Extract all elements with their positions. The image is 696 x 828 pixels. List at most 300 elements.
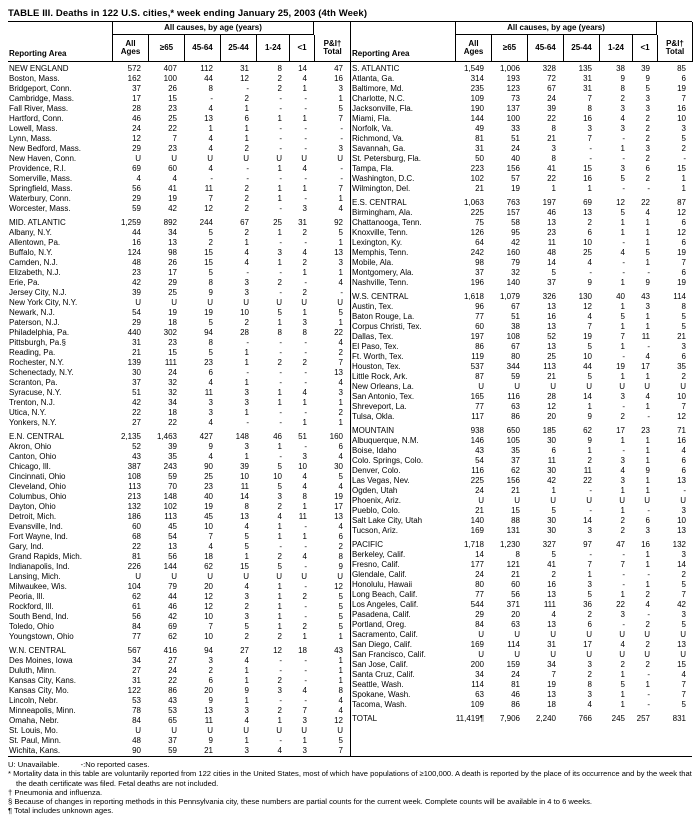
value-cell: 5: [681, 312, 686, 321]
value-cell: 114: [471, 680, 484, 689]
value-cell: -: [304, 278, 307, 287]
value-cell: 98: [168, 248, 177, 257]
value-cell: 67: [511, 302, 520, 311]
value-cell: 9: [587, 436, 592, 445]
value-cell: 31: [583, 84, 592, 93]
value-cell: 144: [163, 562, 177, 571]
city-row: [351, 144, 693, 154]
value-cell: 65: [168, 716, 177, 725]
city-row: [8, 174, 350, 184]
city-row: [8, 472, 350, 482]
city-row: [8, 592, 350, 602]
value-cell: 1: [587, 570, 592, 579]
value-cell: 2: [645, 154, 650, 163]
value-cell: 169: [470, 640, 484, 649]
value-cell: 12: [204, 592, 213, 601]
value-cell: 23: [204, 358, 213, 367]
value-cell: 2: [645, 640, 650, 649]
value-cell: 6: [681, 74, 686, 83]
value-cell: 1: [302, 532, 307, 541]
value-cell: U: [276, 726, 282, 735]
value-cell: 8: [338, 686, 343, 695]
value-cell: 100: [506, 114, 520, 123]
value-cell: 22: [547, 114, 556, 123]
reporting-area-cell: Scranton, Pa.: [9, 378, 58, 387]
city-row: [8, 512, 350, 522]
value-cell: -: [340, 288, 343, 297]
value-cell: 6: [587, 228, 592, 237]
value-cell: 1: [681, 174, 686, 183]
value-cell: -: [304, 582, 307, 591]
value-cell: 1: [645, 228, 650, 237]
reporting-area-cell: New Haven, Conn.: [9, 154, 77, 163]
value-cell: U: [514, 650, 520, 659]
value-cell: 77: [475, 590, 484, 599]
city-row: [8, 492, 350, 502]
value-cell: 193: [506, 74, 520, 83]
value-cell: 1: [244, 696, 249, 705]
value-cell: 13: [204, 114, 213, 123]
footnote-pilcrow: ¶ Total includes unknown ages.: [8, 806, 114, 816]
value-cell: 1: [338, 318, 343, 327]
value-cell: U: [337, 298, 343, 307]
column-header-1-24: 1-24: [256, 35, 289, 61]
table-right-half: [350, 22, 693, 756]
value-cell: 113: [164, 512, 177, 521]
city-row: [351, 174, 693, 184]
value-cell: 19: [583, 332, 592, 341]
value-cell: 109: [470, 700, 484, 709]
value-cell: 19: [677, 248, 686, 257]
value-cell: 5: [645, 84, 650, 93]
value-cell: 1: [244, 676, 249, 685]
value-cell: 14: [547, 258, 556, 267]
value-cell: 38: [616, 64, 625, 73]
value-cell: 45: [168, 522, 177, 531]
reporting-area-cell: San Antonio, Tex.: [352, 392, 415, 401]
value-cell: 25: [168, 114, 177, 123]
value-cell: 5: [645, 248, 650, 257]
column-header-all-ages: All Ages: [112, 35, 148, 61]
city-row: [8, 288, 350, 298]
city-row: [351, 218, 693, 228]
value-cell: -: [304, 134, 307, 143]
value-cell: 22: [168, 124, 177, 133]
value-cell: -: [246, 368, 249, 377]
reporting-area-cell: Colo. Springs, Colo.: [352, 456, 424, 465]
value-cell: U: [550, 382, 556, 391]
value-cell: -: [279, 666, 282, 675]
city-row: [8, 572, 350, 582]
value-cell: 8: [277, 64, 282, 73]
value-cell: 572: [127, 64, 141, 73]
value-cell: 13: [547, 218, 556, 227]
value-cell: 4: [302, 248, 307, 257]
value-cell: 1: [244, 452, 249, 461]
value-cell: 10: [677, 114, 686, 123]
value-cell: 3: [277, 686, 282, 695]
value-cell: 48: [132, 258, 141, 267]
value-cell: 9: [620, 74, 625, 83]
value-cell: 3: [338, 84, 343, 93]
city-row: [351, 456, 693, 466]
value-cell: 11: [583, 466, 592, 475]
city-row: [351, 630, 693, 640]
value-cell: 1: [620, 372, 625, 381]
value-cell: 46: [132, 114, 141, 123]
value-cell: 1: [620, 144, 625, 153]
value-cell: 5: [620, 174, 625, 183]
value-cell: 39: [132, 288, 141, 297]
value-cell: 67: [511, 342, 520, 351]
city-row: [351, 486, 693, 496]
value-cell: 67: [547, 84, 556, 93]
value-cell: 2: [277, 358, 282, 367]
city-row: [351, 74, 693, 84]
column-header-25-44: 25-44: [563, 35, 599, 61]
value-cell: 1: [645, 402, 650, 411]
value-cell: 48: [132, 736, 141, 745]
value-cell: 9: [208, 288, 213, 297]
reporting-area-cell: Phoenix, Ariz.: [352, 496, 401, 505]
table-body-left: [8, 62, 350, 756]
value-cell: 77: [475, 312, 484, 321]
value-cell: 4: [620, 640, 625, 649]
column-header-reporting-area: Reporting Area: [352, 48, 410, 58]
value-cell: 5: [681, 700, 686, 709]
column-header-pi-total: P&I† Total: [314, 35, 350, 61]
reporting-area-cell: PACIFIC: [352, 540, 383, 549]
value-cell: 1: [645, 476, 650, 485]
value-cell: -: [589, 486, 592, 495]
value-cell: 567: [127, 646, 141, 655]
value-cell: U: [644, 630, 650, 639]
value-cell: 63: [511, 402, 520, 411]
value-cell: 24: [168, 666, 177, 675]
value-cell: 59: [168, 472, 177, 481]
city-row: [351, 570, 693, 580]
value-cell: 18: [168, 408, 177, 417]
value-cell: 44: [132, 228, 141, 237]
value-cell: 86: [511, 700, 520, 709]
value-cell: -: [304, 612, 307, 621]
region-row: [8, 646, 350, 656]
reporting-area-cell: Birmingham, Ala.: [352, 208, 413, 217]
value-cell: 25: [547, 352, 556, 361]
value-cell: 37: [132, 378, 141, 387]
city-row: [351, 104, 693, 114]
value-cell: 8: [587, 680, 592, 689]
reporting-area-cell: Denver, Colo.: [352, 466, 401, 475]
reporting-area-cell: Santa Cruz, Calif.: [352, 670, 415, 679]
value-cell: 62: [511, 466, 520, 475]
value-cell: 137: [506, 104, 520, 113]
column-header-reporting-area: Reporting Area: [9, 48, 67, 58]
value-cell: 3: [277, 492, 282, 501]
value-cell: 97: [583, 540, 592, 549]
reporting-area-cell: Omaha, Nebr.: [9, 716, 59, 725]
value-cell: 4: [136, 174, 141, 183]
value-cell: 3: [244, 746, 249, 755]
value-cell: 9: [338, 562, 343, 571]
value-cell: 8: [244, 502, 249, 511]
value-cell: 29: [168, 278, 177, 287]
value-cell: 3: [587, 124, 592, 133]
value-cell: 196: [470, 278, 484, 287]
city-row: [8, 482, 350, 492]
value-cell: 5: [208, 228, 213, 237]
value-cell: 5: [208, 348, 213, 357]
reporting-area-cell: Rochester, N.Y.: [9, 358, 64, 367]
value-cell: 4: [620, 466, 625, 475]
value-cell: 108: [127, 472, 141, 481]
value-cell: 108: [506, 332, 520, 341]
reporting-area-cell: Baltimore, Md.: [352, 84, 404, 93]
value-cell: 29: [132, 194, 141, 203]
reporting-area-cell: Syracuse, N.Y.: [9, 388, 62, 397]
value-cell: 3: [338, 388, 343, 397]
value-cell: 1: [302, 114, 307, 123]
value-cell: 10: [583, 352, 592, 361]
value-cell: 44: [168, 592, 177, 601]
value-cell: 25: [273, 218, 282, 227]
value-cell: 1: [244, 124, 249, 133]
value-cell: 29: [132, 144, 141, 153]
value-cell: U: [337, 572, 343, 581]
city-row: [8, 134, 350, 144]
city-row: [351, 650, 693, 660]
value-cell: 148: [235, 432, 249, 441]
value-cell: 56: [168, 552, 177, 561]
value-cell: 9: [645, 74, 650, 83]
value-cell: 75: [475, 218, 484, 227]
value-cell: -: [647, 506, 650, 515]
value-cell: 42: [511, 238, 520, 247]
value-cell: 16: [641, 540, 650, 549]
value-cell: -: [304, 174, 307, 183]
value-cell: 9: [208, 442, 213, 451]
value-cell: 54: [475, 456, 484, 465]
value-cell: -: [647, 670, 650, 679]
value-cell: -: [304, 368, 307, 377]
reporting-area-cell: Paterson, N.J.: [9, 318, 60, 327]
city-row: [8, 298, 350, 308]
reporting-area-cell: Peoria, Ill.: [9, 592, 45, 601]
reporting-area-cell: S. ATLANTIC: [352, 64, 400, 73]
city-row: [351, 560, 693, 570]
reporting-area-cell: MID. ATLANTIC: [9, 218, 66, 227]
value-cell: 12: [334, 716, 343, 725]
value-cell: -: [622, 184, 625, 193]
value-cell: 1: [587, 402, 592, 411]
city-row: [351, 184, 693, 194]
footnote-section: § Because of changes in reporting methods in this Pennsylvania city, these numbers are partial counts for the current week. Complete counts will be available in 4 to 6 weeks.: [8, 797, 593, 807]
value-cell: 11: [240, 482, 249, 491]
value-cell: 4: [338, 278, 343, 287]
value-cell: 1: [645, 550, 650, 559]
reporting-area-cell: South Bend, Ind.: [9, 612, 69, 621]
value-cell: 70: [168, 482, 177, 491]
value-cell: 53: [132, 696, 141, 705]
reporting-area-cell: Corpus Christi, Tex.: [352, 322, 422, 331]
reporting-area-cell: Grand Rapids, Mich.: [9, 552, 82, 561]
value-cell: 3: [302, 204, 307, 213]
value-cell: 416: [163, 646, 177, 655]
value-cell: 4: [277, 746, 282, 755]
value-cell: 3: [244, 288, 249, 297]
value-cell: 85: [677, 64, 686, 73]
reporting-area-cell: Utica, N.Y.: [9, 408, 47, 417]
reporting-area-cell: Rockford, Ill.: [9, 602, 54, 611]
value-cell: 86: [168, 686, 177, 695]
value-cell: 2: [244, 632, 249, 641]
value-cell: 6: [681, 352, 686, 361]
value-cell: 16: [334, 74, 343, 83]
value-cell: 302: [163, 328, 177, 337]
reporting-area-cell: San Francisco, Calif.: [352, 650, 426, 659]
value-cell: -: [622, 446, 625, 455]
value-cell: 17: [616, 426, 625, 435]
reporting-area-cell: Los Angeles, Calif.: [352, 600, 419, 609]
reporting-area-cell: Lincoln, Nebr.: [9, 696, 58, 705]
value-cell: -: [589, 144, 592, 153]
value-cell: 3: [587, 660, 592, 669]
city-row: [8, 602, 350, 612]
city-row: [351, 610, 693, 620]
region-row: [351, 714, 693, 724]
value-cell: U: [550, 650, 556, 659]
value-cell: 4: [302, 482, 307, 491]
value-cell: 1: [244, 666, 249, 675]
value-cell: 3: [244, 278, 249, 287]
value-cell: 20: [204, 686, 213, 695]
value-cell: 5: [244, 542, 249, 551]
city-row: [351, 402, 693, 412]
value-cell: 4: [338, 696, 343, 705]
value-cell: 15: [204, 258, 213, 267]
reporting-area-cell: Dayton, Ohio: [9, 502, 56, 511]
city-row: [351, 332, 693, 342]
reporting-area-cell: Tulsa, Okla.: [352, 412, 395, 421]
reporting-area-cell: Buffalo, N.Y.: [9, 248, 53, 257]
value-cell: U: [171, 298, 177, 307]
reporting-area-cell: Evansville, Ind.: [9, 522, 63, 531]
reporting-area-cell: Sacramento, Calif.: [352, 630, 418, 639]
value-cell: 7: [338, 184, 343, 193]
city-row: [8, 666, 350, 676]
value-cell: 80: [475, 580, 484, 589]
value-cell: 5: [277, 562, 282, 571]
value-cell: 57: [511, 174, 520, 183]
column-header-45-64: 45-64: [527, 35, 563, 61]
value-cell: 1: [645, 680, 650, 689]
city-row: [351, 690, 693, 700]
value-cell: 2: [681, 570, 686, 579]
value-cell: 7: [208, 622, 213, 631]
value-cell: 4: [338, 706, 343, 715]
reporting-area-cell: E.N. CENTRAL: [9, 432, 65, 441]
value-cell: 132: [672, 540, 686, 549]
value-cell: 4: [208, 144, 213, 153]
value-cell: -: [622, 570, 625, 579]
value-cell: 235: [470, 84, 484, 93]
value-cell: 44: [583, 362, 592, 371]
value-cell: U: [680, 496, 686, 505]
value-cell: 17: [132, 94, 141, 103]
value-cell: 4: [208, 104, 213, 113]
value-cell: 148: [163, 492, 177, 501]
value-cell: 16: [547, 580, 556, 589]
value-cell: 60: [511, 580, 520, 589]
value-cell: 35: [677, 362, 686, 371]
value-cell: 162: [127, 74, 141, 83]
value-cell: 7: [302, 706, 307, 715]
value-cell: 4: [302, 686, 307, 695]
city-row: [351, 640, 693, 650]
value-cell: 3: [587, 580, 592, 589]
value-cell: 371: [506, 600, 520, 609]
value-cell: 51: [132, 388, 141, 397]
city-row: [8, 378, 350, 388]
value-cell: 8: [338, 552, 343, 561]
city-row: [351, 660, 693, 670]
city-row: [8, 736, 350, 746]
value-cell: 9: [587, 412, 592, 421]
value-cell: 131: [506, 526, 520, 535]
value-cell: 24: [132, 124, 141, 133]
value-cell: 11: [204, 716, 213, 725]
value-cell: 51: [298, 432, 307, 441]
reporting-area-cell: Tacoma, Wash.: [352, 700, 407, 709]
value-cell: 2: [338, 348, 343, 357]
value-cell: 1: [277, 194, 282, 203]
reporting-area-cell: Houston, Tex.: [352, 362, 401, 371]
reporting-area-cell: Allentown, Pa.: [9, 238, 61, 247]
value-cell: 13: [334, 248, 343, 257]
value-cell: 7: [338, 746, 343, 755]
value-cell: -: [340, 164, 343, 173]
value-cell: -: [279, 656, 282, 665]
value-cell: 1: [277, 318, 282, 327]
value-cell: -: [210, 174, 213, 183]
reporting-area-cell: Norfolk, Va.: [352, 124, 394, 133]
value-cell: 109: [470, 94, 484, 103]
value-cell: 98: [475, 258, 484, 267]
value-cell: 90: [204, 462, 213, 471]
reporting-area-cell: Glendale, Calif.: [352, 570, 407, 579]
value-cell: 5: [338, 622, 343, 631]
value-cell: -: [683, 154, 686, 163]
value-cell: 8: [620, 84, 625, 93]
reporting-area-cell: Kansas City, Mo.: [9, 686, 69, 695]
value-cell: 9: [645, 466, 650, 475]
value-cell: 104: [127, 582, 141, 591]
value-cell: 1: [587, 446, 592, 455]
value-cell: 7: [338, 114, 343, 123]
reporting-area-cell: Las Vegas, Nev.: [352, 476, 410, 485]
value-cell: 4: [244, 582, 249, 591]
value-cell: 10: [240, 472, 249, 481]
value-cell: 37: [132, 84, 141, 93]
value-cell: 100: [163, 74, 177, 83]
value-cell: -: [622, 268, 625, 277]
city-row: [8, 398, 350, 408]
city-row: [8, 84, 350, 94]
value-cell: 2: [244, 144, 249, 153]
value-cell: 2: [277, 706, 282, 715]
value-cell: 54: [168, 532, 177, 541]
value-cell: 4: [551, 610, 556, 619]
